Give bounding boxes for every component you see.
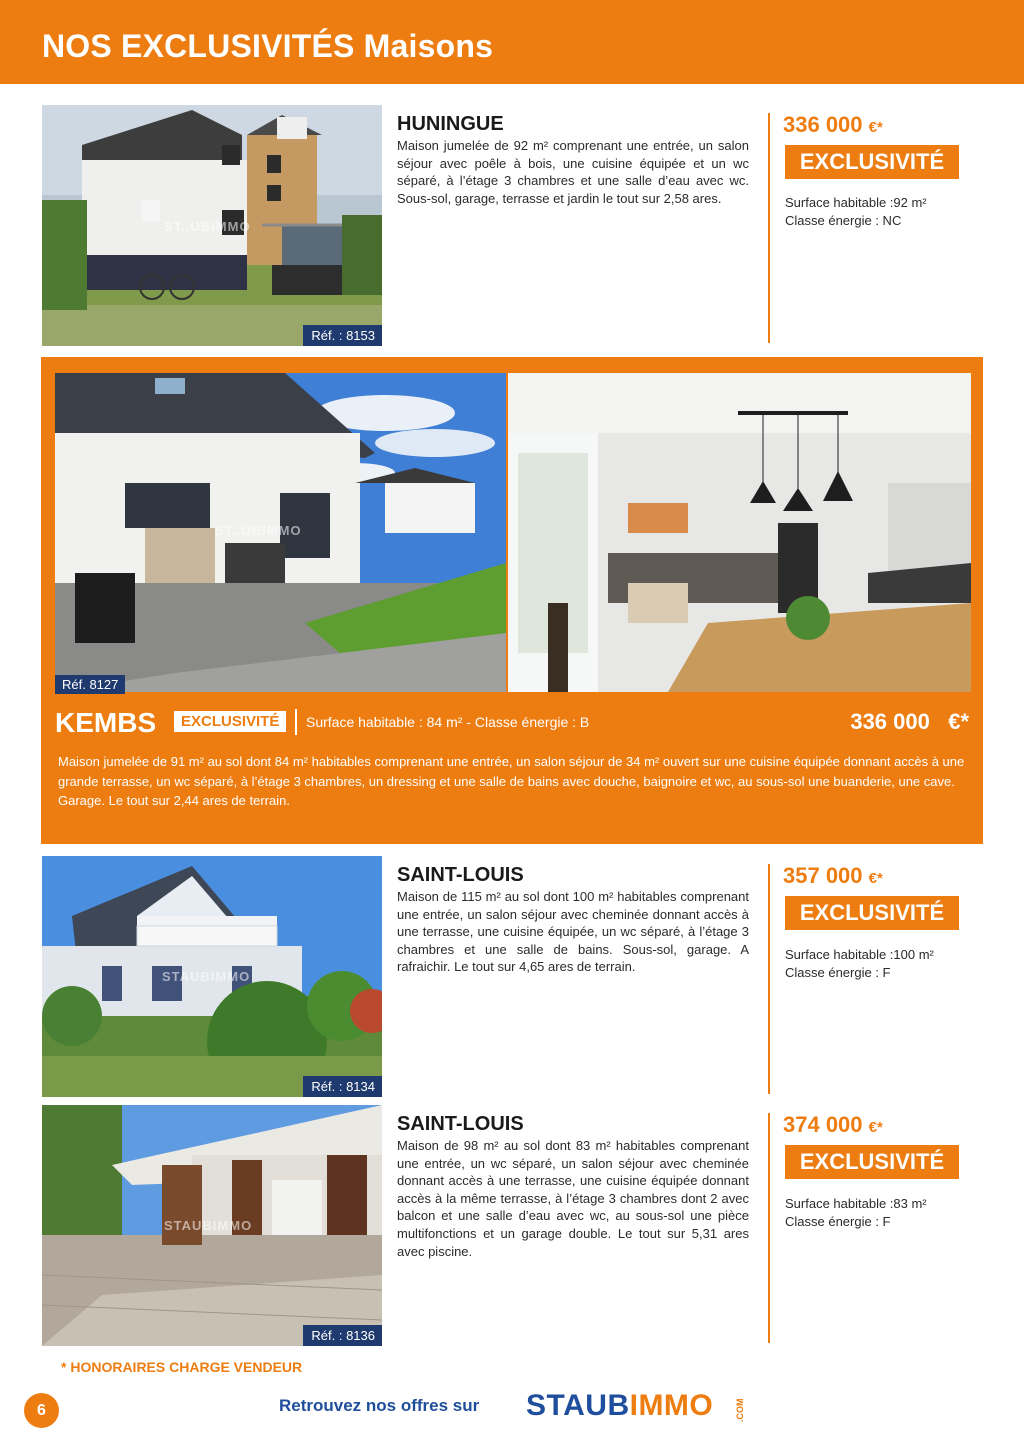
exclusivity-badge: EXCLUSIVITÉ	[785, 145, 959, 179]
photo-watermark: ST..UBIMMO	[164, 219, 251, 234]
featured-exclusivity-badge: EXCLUSIVITÉ	[174, 711, 286, 732]
brand-logo-part2: IMMO	[629, 1389, 714, 1422]
footer-cta: Retrouvez nos offres sur	[279, 1396, 480, 1415]
featured-photo-interior[interactable]	[508, 373, 971, 692]
brand-logo[interactable]	[526, 1389, 713, 1423]
featured-city: KEMBS	[55, 707, 157, 738]
featured-separator	[295, 709, 297, 735]
currency-mark: €*	[868, 870, 883, 887]
living-room-image	[508, 373, 971, 692]
page-title: NOS EXCLUSIVITÉS Maisons	[42, 28, 494, 64]
listing-description: Maison jumelée de 92 m² comprenant une entrée, un salon séjour avec poêle à bois, une cuisine équipée et un wc séparé, à l’étage 3 chambres et une salle d’eau avec wc. Sous-sol, garage, terrasse et jardin le tout sur 2,58 ares.	[397, 138, 749, 206]
property-photo[interactable]	[42, 1105, 382, 1346]
brand-logo-part1: STAUB	[526, 1389, 630, 1422]
divider-line	[768, 864, 770, 1094]
featured-price: 336 000 €*	[850, 709, 969, 734]
listing-price: 336 000 €*	[783, 112, 883, 137]
reference-tag: Réf. : 8136	[303, 1325, 382, 1346]
currency-mark: €*	[868, 1119, 883, 1136]
exclusivity-badge: EXCLUSIVITÉ	[785, 1145, 959, 1179]
listing-energy-class: Classe énergie : NC	[785, 213, 902, 228]
listing-description: Maison de 98 m² au sol dont 83 m² habitables comprenant une entrée, un wc séparé, un salon séjour avec cheminée donnant accès à une terrasse, une cuisine équipée donnant accès à la même terrasse, à l’étage 3 chambres dont 2 avec balcon et une salle d’eau avec wc, au sous-sol une pièce multifonctions et un garage double. Le tout sur 5,31 ares avec piscine.	[397, 1138, 749, 1259]
property-photo[interactable]	[42, 105, 382, 346]
reference-tag: Réf. : 8134	[303, 1076, 382, 1097]
fees-footnote: * HONORAIRES CHARGE VENDEUR	[61, 1359, 303, 1375]
featured-specs: Surface habitable : 84 m² - Classe énergie : B	[306, 714, 590, 730]
listing-city: SAINT-LOUIS	[397, 1113, 524, 1135]
reference-tag: Réf. : 8153	[303, 325, 382, 346]
listing-surface: Surface habitable :92 m²	[785, 195, 927, 210]
featured-listing-kembs[interactable]	[41, 357, 983, 844]
page-header	[0, 0, 1024, 84]
featured-photo-exterior[interactable]	[55, 373, 506, 692]
brand-suffix-text: .COM	[735, 1398, 745, 1422]
photo-watermark: STAUBIMMO	[162, 969, 251, 984]
photo-watermark: ST..UBIMMO	[215, 523, 302, 538]
currency-mark: €*	[948, 709, 969, 734]
property-photo[interactable]	[42, 856, 382, 1097]
listing-price: 357 000 €*	[783, 863, 883, 888]
brand-domain-suffix	[734, 1392, 746, 1422]
divider-line	[768, 1113, 770, 1343]
listing-description: Maison de 115 m² au sol dont 100 m² habitables comprenant une entrée, un salon séjour avec cheminée donnant accès à une terrasse, une cuisine équipée, un wc séparé, à l’étage 3 chambres et une salle de bains. Sous-sol, garage. A rafraichir. Le tout sur 4,65 ares de terrain.	[397, 889, 749, 975]
listing-surface: Surface habitable :83 m²	[785, 1196, 927, 1211]
divider-line	[768, 113, 770, 343]
page-number: 6	[24, 1393, 59, 1428]
listing-energy-class: Classe énergie : F	[785, 1214, 891, 1229]
featured-description: Maison jumelée de 91 m² au sol dont 84 m² habitables comprenant une entrée, un salon séjour de 34 m² ouvert sur une cuisine équipée donnant accès à une grande terrasse, un wc séparé, à l’étage 3 chambres, un dressing et une salle de bains avec douche, baignoire et wc, au sous-sol une buanderie, une cave. Garage. Le tout sur 2,44 ares de terrain.	[58, 754, 965, 808]
exclusivity-badge: EXCLUSIVITÉ	[785, 896, 959, 930]
listing-energy-class: Classe énergie : F	[785, 965, 891, 980]
featured-reference-tag: Réf. 8127	[55, 675, 125, 694]
photo-watermark: STAUBIMMO	[164, 1218, 253, 1233]
listing-surface: Surface habitable :100 m²	[785, 947, 934, 962]
listing-city: HUNINGUE	[397, 113, 504, 135]
listing-price: 374 000 €*	[783, 1112, 883, 1137]
listing-city: SAINT-LOUIS	[397, 864, 524, 886]
currency-mark: €*	[868, 119, 883, 136]
